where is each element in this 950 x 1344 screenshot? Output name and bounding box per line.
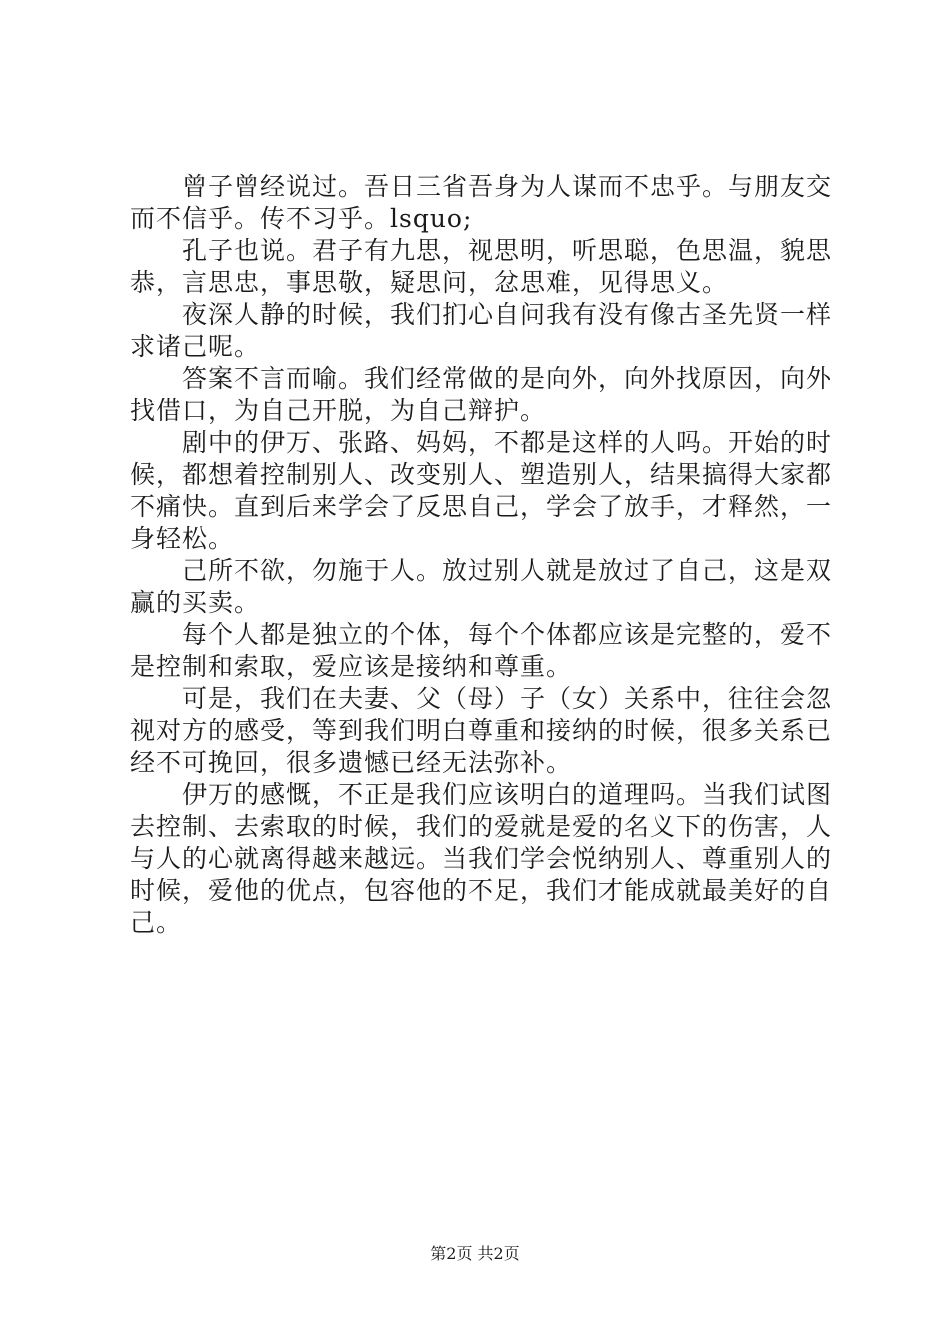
paragraph-2: 孔子也说。君子有九思，视思明，听思聪，色思温，貌思恭，言思忠，事思敬，疑思问，忿思难，见得思义。	[130, 236, 833, 297]
paragraph-8: 可是，我们在夫妻、父（母）子（女）关系中，往往会忽视对方的感受，等到我们明白尊重和接纳的时候，很多关系已经不可挽回，很多遗憾已经无法弥补。	[130, 684, 833, 777]
paragraph-7: 每个人都是独立的个体，每个个体都应该是完整的，爱不是控制和索取，爱应该是接纳和尊重。	[130, 620, 833, 681]
paragraph-9: 伊万的感慨，不正是我们应该明白的道理吗。当我们试图去控制、去索取的时候，我们的爱就是爱的名义下的伤害，人与人的心就离得越来越远。当我们学会悦纳别人、尊重别人的时候，爱他的优点，包容他的不足，我们才能成就最美好的自己。	[130, 780, 833, 937]
paragraph-6: 己所不欲，勿施于人。放过别人就是放过了自己，这是双赢的买卖。	[130, 556, 833, 617]
paragraph-4: 答案不言而喻。我们经常做的是向外，向外找原因，向外找借口，为自己开脱，为自己辩护。	[130, 364, 833, 425]
paragraph-5: 剧中的伊万、张路、妈妈，不都是这样的人吗。开始的时候，都想着控制别人、改变别人、塑造别人，结果搞得大家都不痛快。直到后来学会了反思自己，学会了放手，才释然，一身轻松。	[130, 428, 833, 553]
paragraph-3: 夜深人静的时候，我们扪心自问我有没有像古圣先贤一样求诸己呢。	[130, 300, 833, 361]
document-body	[130, 171, 832, 939]
page-number-footer: 第2页 共2页	[430, 1244, 520, 1263]
paragraph-1: 曾子曾经说过。吾日三省吾身为人谋而不忠乎。与朋友交而不信乎。传不习乎。lsquo;	[130, 172, 833, 233]
